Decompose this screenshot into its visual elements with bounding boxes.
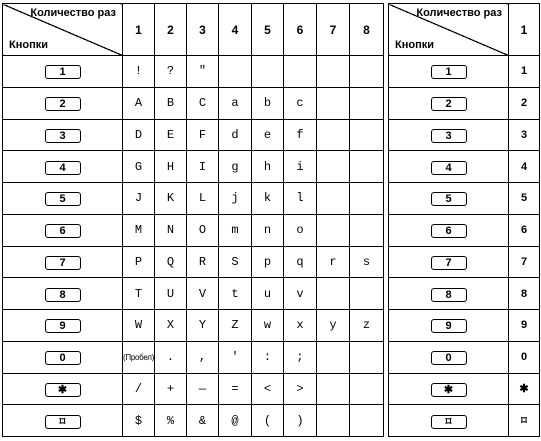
character-cell: > xyxy=(284,373,317,405)
press-count-header: 1 xyxy=(123,4,155,56)
character-cell: w xyxy=(252,310,284,342)
character-cell: U xyxy=(155,278,187,310)
table-row xyxy=(389,373,540,405)
digit-cell: 3 xyxy=(509,119,540,151)
side-header-row xyxy=(389,4,540,56)
table-row xyxy=(389,214,540,246)
character-cell: O xyxy=(187,214,219,246)
digit-cell: 2 xyxy=(509,87,540,119)
key-cell xyxy=(3,310,123,342)
character-cell: C xyxy=(187,87,219,119)
press-count-header: 5 xyxy=(252,4,284,56)
press-count-header: 2 xyxy=(155,4,187,56)
character-cell: I xyxy=(187,151,219,183)
table-row xyxy=(3,119,384,151)
character-cell: o xyxy=(284,214,317,246)
character-cell xyxy=(350,373,384,405)
digit-cell: 7 xyxy=(509,246,540,278)
character-cell: f xyxy=(284,119,317,151)
character-cell: B xyxy=(155,87,187,119)
character-cell xyxy=(317,278,350,310)
keypad-button-icon: 4 xyxy=(45,161,81,175)
character-cell: W xyxy=(123,310,155,342)
keypad-button-icon: 8 xyxy=(45,288,81,302)
key-cell xyxy=(389,151,509,183)
keypad-button-icon: 4 xyxy=(431,161,467,175)
character-cell: — xyxy=(187,373,219,405)
character-cell: : xyxy=(252,341,284,373)
character-cell: k xyxy=(252,183,284,215)
digit-cell: 9 xyxy=(509,310,540,342)
character-cell: m xyxy=(219,214,252,246)
press-count-header: 4 xyxy=(219,4,252,56)
character-cell: N xyxy=(155,214,187,246)
keypad-button-icon: 7 xyxy=(45,256,81,270)
character-cell: K xyxy=(155,183,187,215)
character-cell: M xyxy=(123,214,155,246)
key-cell xyxy=(3,183,123,215)
table-row xyxy=(389,151,540,183)
character-cell: r xyxy=(317,246,350,278)
table-row xyxy=(389,405,540,437)
keypad-button-icon: 6 xyxy=(431,224,467,238)
character-cell xyxy=(350,183,384,215)
character-cell: q xyxy=(284,246,317,278)
character-cell: Y xyxy=(187,310,219,342)
keypad-button-icon: 1 xyxy=(45,65,81,79)
table-row xyxy=(3,405,384,437)
side-digit-table xyxy=(388,3,540,437)
table-row xyxy=(3,246,384,278)
digit-cell: ⌑ xyxy=(509,405,540,437)
table-row xyxy=(3,278,384,310)
character-cell: v xyxy=(284,278,317,310)
press-count-header: 1 xyxy=(509,4,540,56)
table-row xyxy=(389,341,540,373)
key-cell xyxy=(3,151,123,183)
character-cell xyxy=(219,56,252,88)
character-cell: (Пробел) xyxy=(123,341,155,373)
character-cell: b xyxy=(252,87,284,119)
character-cell: ? xyxy=(155,56,187,88)
table-row xyxy=(3,183,384,215)
character-cell: H xyxy=(155,151,187,183)
key-cell xyxy=(3,246,123,278)
character-cell xyxy=(317,183,350,215)
keypad-button-icon: 6 xyxy=(45,224,81,238)
character-cell: @ xyxy=(219,405,252,437)
character-cell xyxy=(284,56,317,88)
table-row xyxy=(389,87,540,119)
character-cell xyxy=(317,87,350,119)
character-cell: S xyxy=(219,246,252,278)
character-cell: ( xyxy=(252,405,284,437)
press-count-header: 8 xyxy=(350,4,384,56)
character-cell: E xyxy=(155,119,187,151)
press-count-header: 6 xyxy=(284,4,317,56)
digit-cell: 8 xyxy=(509,278,540,310)
key-cell xyxy=(389,246,509,278)
character-cell xyxy=(317,373,350,405)
key-cell xyxy=(389,87,509,119)
character-cell: u xyxy=(252,278,284,310)
character-cell: ; xyxy=(284,341,317,373)
character-cell: " xyxy=(187,56,219,88)
character-cell: P xyxy=(123,246,155,278)
character-cell: A xyxy=(123,87,155,119)
key-cell xyxy=(389,373,509,405)
keypad-button-icon: 0 xyxy=(45,351,81,365)
keypad-button-icon: 9 xyxy=(45,319,81,333)
keypad-button-icon: 8 xyxy=(431,288,467,302)
character-cell: a xyxy=(219,87,252,119)
keypad-button-icon: 5 xyxy=(431,192,467,206)
character-cell: T xyxy=(123,278,155,310)
table-row xyxy=(3,214,384,246)
key-cell xyxy=(3,278,123,310)
main-header-row xyxy=(3,4,384,56)
buttons-label: Кнопки xyxy=(395,39,434,51)
keypad-button-icon: 1 xyxy=(431,65,467,79)
key-cell xyxy=(389,183,509,215)
character-cell: ) xyxy=(284,405,317,437)
table-row xyxy=(3,87,384,119)
table-row xyxy=(3,373,384,405)
digit-cell: 0 xyxy=(509,341,540,373)
keypad-button-icon: 5 xyxy=(45,192,81,206)
character-cell: G xyxy=(123,151,155,183)
digit-cell: ✱ xyxy=(509,373,540,405)
keypad-button-icon: ⌑ xyxy=(431,415,467,429)
character-cell: x xyxy=(284,310,317,342)
key-cell xyxy=(389,56,509,88)
character-cell: . xyxy=(155,341,187,373)
key-cell xyxy=(3,87,123,119)
character-cell: X xyxy=(155,310,187,342)
character-cell: < xyxy=(252,373,284,405)
character-cell xyxy=(317,214,350,246)
character-cell: & xyxy=(187,405,219,437)
character-cell xyxy=(350,87,384,119)
character-cell xyxy=(317,56,350,88)
key-cell xyxy=(3,119,123,151)
character-cell: n xyxy=(252,214,284,246)
key-cell xyxy=(389,278,509,310)
count-label: Количество раз xyxy=(30,7,116,19)
key-cell xyxy=(389,119,509,151)
character-entry-tables xyxy=(2,3,539,436)
corner-header-cell xyxy=(389,4,509,56)
corner-header-cell xyxy=(3,4,123,56)
character-cell: J xyxy=(123,183,155,215)
keypad-button-icon: 7 xyxy=(431,256,467,270)
table-row xyxy=(389,246,540,278)
character-cell: D xyxy=(123,119,155,151)
press-count-header: 7 xyxy=(317,4,350,56)
character-cell: s xyxy=(350,246,384,278)
character-cell xyxy=(252,56,284,88)
character-cell: Q xyxy=(155,246,187,278)
key-cell xyxy=(3,405,123,437)
keypad-button-icon: ⌑ xyxy=(45,415,81,429)
character-cell: ! xyxy=(123,56,155,88)
character-cell xyxy=(317,341,350,373)
key-cell xyxy=(389,310,509,342)
character-cell: i xyxy=(284,151,317,183)
digit-cell: 4 xyxy=(509,151,540,183)
table-row xyxy=(389,310,540,342)
keypad-button-icon: 2 xyxy=(45,97,81,111)
character-cell: l xyxy=(284,183,317,215)
keypad-button-icon: 3 xyxy=(45,129,81,143)
character-cell: y xyxy=(317,310,350,342)
keypad-button-icon: 2 xyxy=(431,97,467,111)
character-cell: j xyxy=(219,183,252,215)
table-row xyxy=(3,310,384,342)
table-row xyxy=(3,341,384,373)
table-row xyxy=(3,151,384,183)
character-cell: p xyxy=(252,246,284,278)
character-cell: / xyxy=(123,373,155,405)
table-row xyxy=(389,56,540,88)
character-cell xyxy=(350,405,384,437)
table-row xyxy=(389,278,540,310)
character-cell: V xyxy=(187,278,219,310)
character-cell: t xyxy=(219,278,252,310)
key-cell xyxy=(3,373,123,405)
keypad-button-icon: 3 xyxy=(431,129,467,143)
digit-cell: 6 xyxy=(509,214,540,246)
key-cell xyxy=(389,341,509,373)
main-character-table xyxy=(2,3,384,437)
character-cell: L xyxy=(187,183,219,215)
character-cell: , xyxy=(187,341,219,373)
keypad-button-icon: 0 xyxy=(431,351,467,365)
character-cell: c xyxy=(284,87,317,119)
character-cell: e xyxy=(252,119,284,151)
character-cell: h xyxy=(252,151,284,183)
key-cell xyxy=(389,405,509,437)
keypad-button-icon: ✱ xyxy=(45,383,81,397)
character-cell xyxy=(317,119,350,151)
character-cell: Z xyxy=(219,310,252,342)
digit-cell: 1 xyxy=(509,56,540,88)
key-cell xyxy=(3,341,123,373)
character-cell: + xyxy=(155,373,187,405)
key-cell xyxy=(3,56,123,88)
character-cell xyxy=(350,341,384,373)
key-cell xyxy=(389,214,509,246)
character-cell xyxy=(350,214,384,246)
character-cell: $ xyxy=(123,405,155,437)
table-row xyxy=(3,56,384,88)
digit-cell: 5 xyxy=(509,183,540,215)
character-cell xyxy=(317,151,350,183)
character-cell xyxy=(350,278,384,310)
key-cell xyxy=(3,214,123,246)
character-cell xyxy=(350,151,384,183)
table-row xyxy=(389,119,540,151)
keypad-button-icon: 9 xyxy=(431,319,467,333)
character-cell: R xyxy=(187,246,219,278)
character-cell: z xyxy=(350,310,384,342)
character-cell: d xyxy=(219,119,252,151)
press-count-header: 3 xyxy=(187,4,219,56)
table-row xyxy=(389,183,540,215)
character-cell: F xyxy=(187,119,219,151)
buttons-label: Кнопки xyxy=(9,39,48,51)
character-cell xyxy=(350,119,384,151)
character-cell xyxy=(317,405,350,437)
character-cell xyxy=(350,56,384,88)
character-cell: ' xyxy=(219,341,252,373)
character-cell: % xyxy=(155,405,187,437)
keypad-button-icon: ✱ xyxy=(431,383,467,397)
character-cell: g xyxy=(219,151,252,183)
count-label: Количество раз xyxy=(416,7,502,19)
character-cell: = xyxy=(219,373,252,405)
